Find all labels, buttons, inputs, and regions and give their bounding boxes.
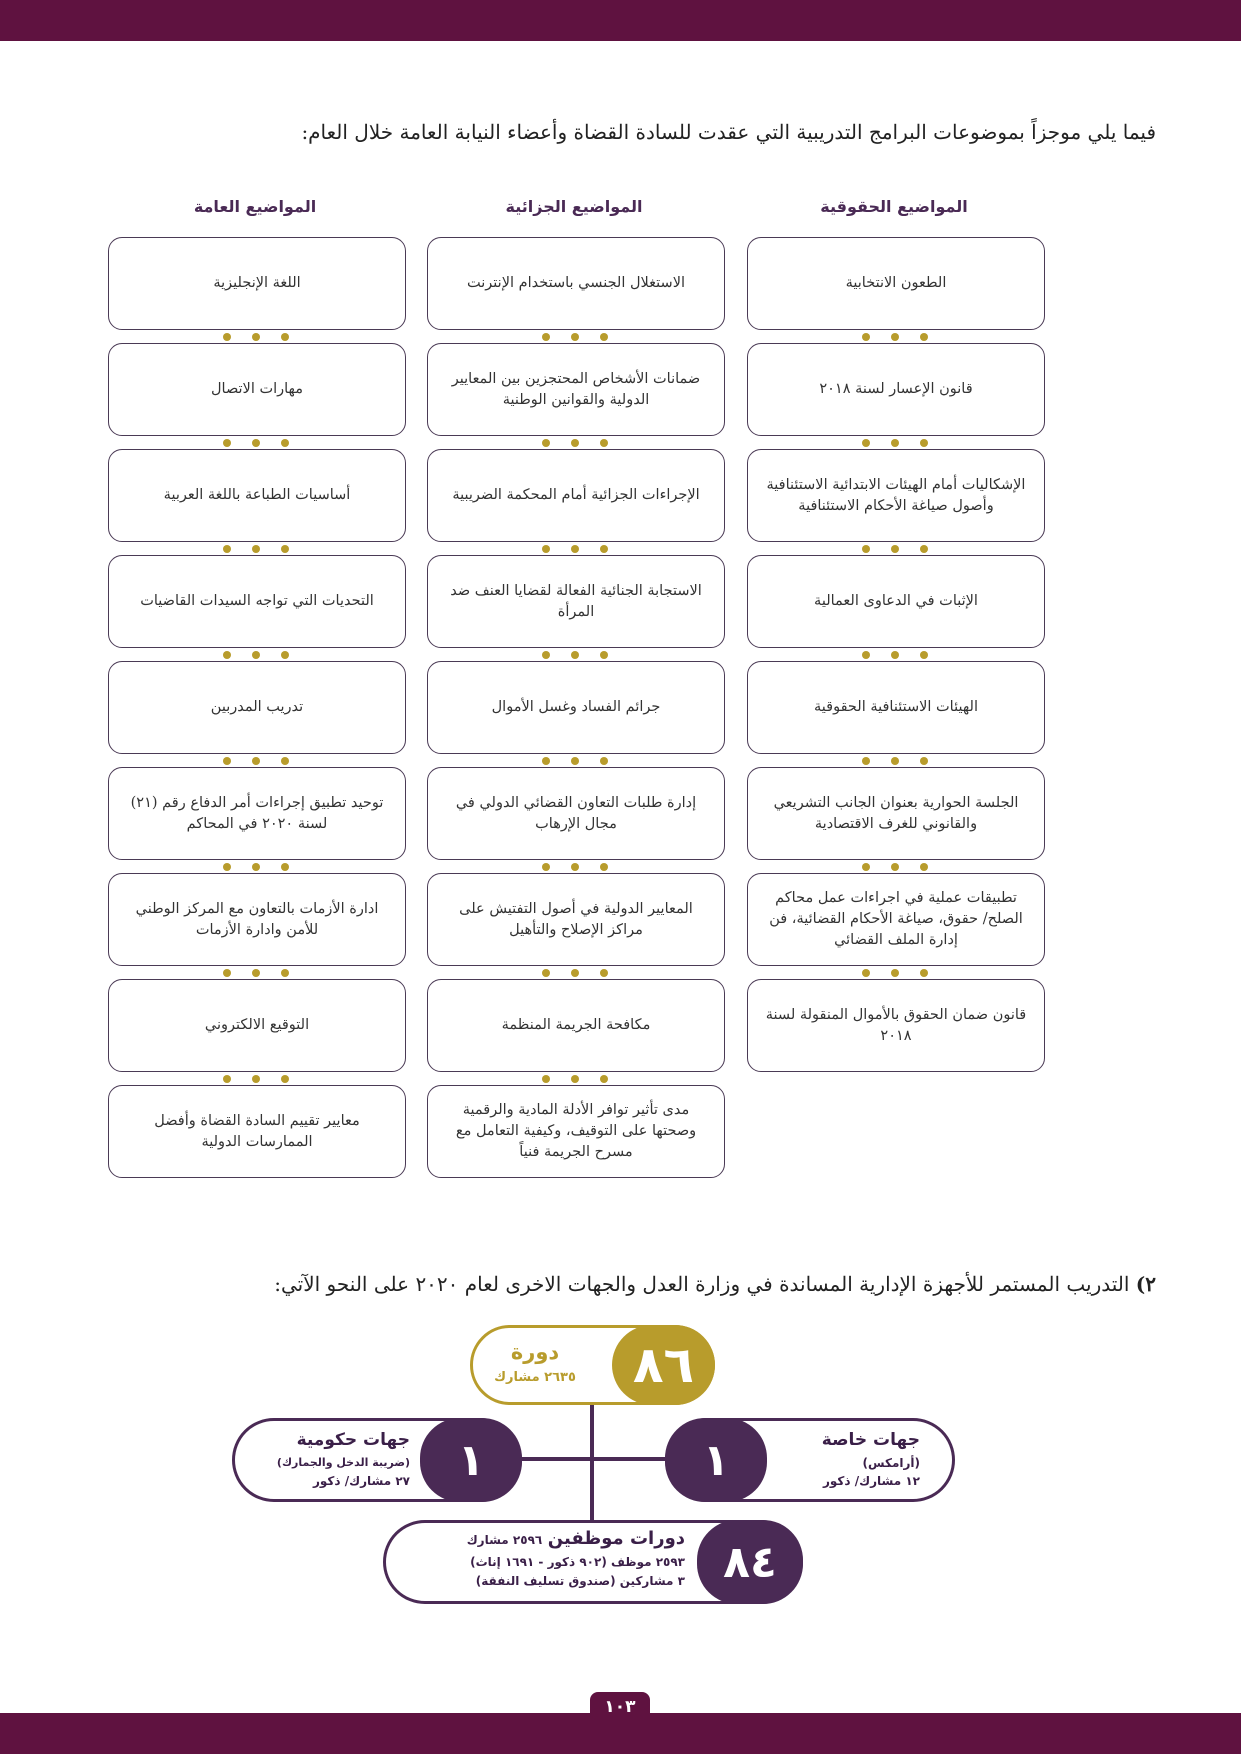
dots-separator xyxy=(745,330,1045,343)
dots-separator xyxy=(106,542,406,555)
topic-box: أساسيات الطباعة باللغة العربية xyxy=(108,449,406,542)
column-heading-general: المواضيع العامة xyxy=(193,197,317,216)
topic-box: الهيئات الاستئنافية الحقوقية xyxy=(747,661,1045,754)
section2-text: التدريب المستمر للأجهزة الإدارية المساندة في وزارة العدل والجهات الاخرى لعام ٢٠٢٠ على النحو الآتي: xyxy=(274,1272,1130,1296)
total-courses-label: دورة xyxy=(510,1340,560,1364)
dots-separator xyxy=(106,436,406,449)
dots-separator xyxy=(425,330,725,343)
topic-box: مكافحة الجريمة المنظمة xyxy=(427,979,725,1072)
employee-courses-fund: ٣ مشاركين (صندوق تسليف النفقة) xyxy=(475,1574,685,1588)
section2-number: ٢) xyxy=(1135,1272,1156,1296)
private-sector-org: (أرامكس) xyxy=(862,1456,920,1470)
dots-separator xyxy=(106,648,406,661)
topic-box: توحيد تطبيق إجراءات أمر الدفاع رقم (٢١) لسنة ٢٠٢٠ في المحاكم xyxy=(108,767,406,860)
column-heading-civil: المواضيع الحقوقية xyxy=(820,197,968,216)
dots-separator xyxy=(745,542,1045,555)
topic-box: تدريب المدربين xyxy=(108,661,406,754)
topic-box: معايير تقييم السادة القضاة وأفضل الممارسات الدولية xyxy=(108,1085,406,1178)
employee-courses-breakdown: ٢٥٩٣ موظف (٩٠٢ ذكور - ١٦٩١ إناث) xyxy=(470,1555,685,1569)
government-org: (ضريبة الدخل والجمارك) xyxy=(276,1456,410,1469)
topic-box: ادارة الأزمات بالتعاون مع المركز الوطني للأمن وادارة الأزمات xyxy=(108,873,406,966)
dots-separator xyxy=(425,648,725,661)
topic-box: الاستغلال الجنسي باستخدام الإنترنت xyxy=(427,237,725,330)
dots-separator xyxy=(745,436,1045,449)
topic-box: التوقيع الالكتروني xyxy=(108,979,406,1072)
topic-box: اللغة الإنجليزية xyxy=(108,237,406,330)
column-heading-criminal: المواضيع الجزائية xyxy=(505,197,643,216)
dots-separator xyxy=(106,754,406,767)
dots-separator xyxy=(425,860,725,873)
dots-separator xyxy=(425,542,725,555)
topic-box: الطعون الانتخابية xyxy=(747,237,1045,330)
topic-box: الإجراءات الجزائية أمام المحكمة الضريبية xyxy=(427,449,725,542)
criminal-topics-column xyxy=(425,237,725,1178)
dots-separator xyxy=(425,1072,725,1085)
total-courses-participants: ٢٦٣٥ مشارك xyxy=(494,1370,576,1385)
dots-separator xyxy=(425,436,725,449)
employee-courses-count: ٨٤ xyxy=(697,1520,803,1604)
page-number: ١٠٣ xyxy=(590,1692,650,1720)
dots-separator xyxy=(106,966,406,979)
topic-box: إدارة طلبات التعاون القضائي الدولي في مجال الإرهاب xyxy=(427,767,725,860)
dots-separator xyxy=(745,754,1045,767)
dots-separator xyxy=(106,860,406,873)
dots-separator xyxy=(425,754,725,767)
topic-box: الاستجابة الجنائية الفعالة لقضايا العنف ضد المرأة xyxy=(427,555,725,648)
topic-box: المعايير الدولية في أصول التفتيش على مراكز الإصلاح والتأهيل xyxy=(427,873,725,966)
dots-separator xyxy=(745,966,1045,979)
dots-separator xyxy=(745,860,1045,873)
intro-paragraph: فيما يلي موجزاً بموضوعات البرامج التدريبية التي عقدت للسادة القضاة وأعضاء النيابة العامة خلال العام: xyxy=(301,120,1156,144)
topic-box: تطبيقات عملية في اجراءات عمل محاكم الصلح/ حقوق، صياغة الأحكام القضائية، فن إدارة الملف القضائي xyxy=(747,873,1045,966)
connector-horizontal xyxy=(515,1457,670,1461)
dots-separator xyxy=(106,1072,406,1085)
section2-heading xyxy=(96,1272,1156,1296)
topic-box: ضمانات الأشخاص المحتجزين بين المعايير الدولية والقوانين الوطنية xyxy=(427,343,725,436)
topic-box: قانون ضمان الحقوق بالأموال المنقولة لسنة ٢٠١٨ xyxy=(747,979,1045,1072)
government-participants: ٢٧ مشارك/ ذكور xyxy=(312,1474,410,1488)
employee-courses-label: دورات موظفين xyxy=(547,1528,685,1549)
topic-box: الجلسة الحوارية بعنوان الجانب التشريعي والقانوني للغرف الاقتصادية xyxy=(747,767,1045,860)
topic-box: الإشكاليات أمام الهيئات الابتدائية الاستئنافية وأصول صياغة الأحكام الاستئنافية xyxy=(747,449,1045,542)
top-banner xyxy=(0,0,1241,41)
topic-box: مدى تأثير توافر الأدلة المادية والرقمية وصحتها على التوقيف، وكيفية التعامل مع مسرح الجريمة فنياً xyxy=(427,1085,725,1178)
general-topics-column xyxy=(106,237,406,1178)
civil-topics-column xyxy=(745,237,1045,1072)
private-sector-participants: ١٢ مشارك/ ذكور xyxy=(822,1474,920,1488)
topic-box: مهارات الاتصال xyxy=(108,343,406,436)
connector-vertical xyxy=(590,1403,594,1523)
topic-box: الإثبات في الدعاوى العمالية xyxy=(747,555,1045,648)
government-label: جهات حكومية xyxy=(296,1430,410,1450)
private-sector-count: ١ xyxy=(665,1418,767,1502)
government-count: ١ xyxy=(420,1418,522,1502)
total-courses-count: ٨٦ xyxy=(612,1325,715,1405)
dots-separator xyxy=(106,330,406,343)
employee-courses-total: ٢٥٩٦ مشارك xyxy=(466,1533,543,1547)
dots-separator xyxy=(745,648,1045,661)
topic-box: قانون الإعسار لسنة ٢٠١٨ xyxy=(747,343,1045,436)
topic-box: جرائم الفساد وغسل الأموال xyxy=(427,661,725,754)
topic-box: التحديات التي تواجه السيدات القاضيات xyxy=(108,555,406,648)
private-sector-label: جهات خاصة xyxy=(821,1430,920,1450)
dots-separator xyxy=(425,966,725,979)
employee-courses-title xyxy=(400,1528,685,1549)
